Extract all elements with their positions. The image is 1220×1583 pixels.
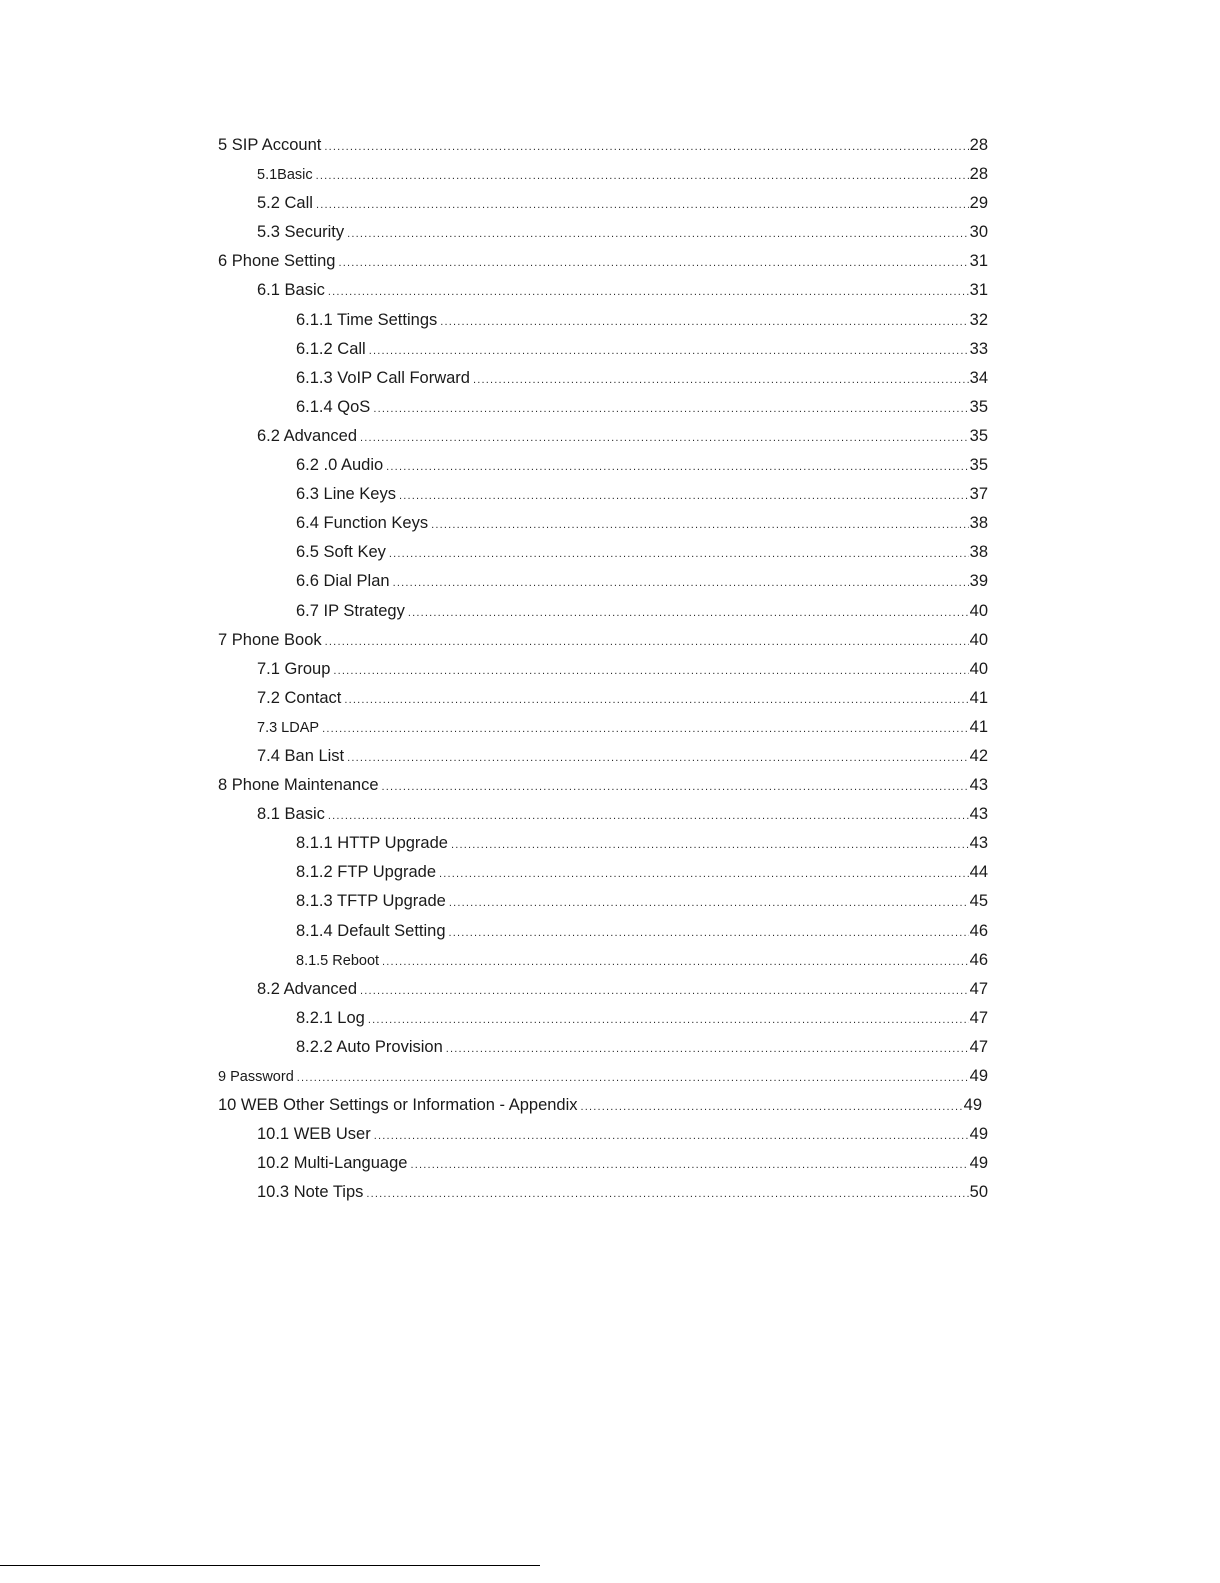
toc-entry-title: 10 WEB Other Settings or Information - Appendix bbox=[218, 1096, 578, 1115]
toc-entry-page-number: 35 bbox=[969, 397, 988, 416]
toc-entry-page-number: 49 bbox=[969, 1067, 988, 1085]
toc-entry[interactable] bbox=[218, 131, 988, 160]
toc-entry-title: 6.3 Line Keys bbox=[296, 485, 396, 504]
toc-entry-title: 5.3 Security bbox=[257, 223, 345, 242]
toc-entry-title: 8.2.2 Auto Provision bbox=[296, 1037, 443, 1056]
toc-entry-page-number: 43 bbox=[969, 834, 988, 853]
toc-entry[interactable] bbox=[218, 509, 988, 538]
toc-entry-title: 7 Phone Book bbox=[218, 630, 322, 649]
toc-entry-title: 8 Phone Maintenance bbox=[218, 776, 379, 795]
dot-leader bbox=[439, 860, 969, 889]
toc-entry-title: 6.7 IP Strategy bbox=[296, 601, 405, 620]
toc-entry[interactable] bbox=[218, 713, 988, 742]
toc-entry[interactable] bbox=[218, 917, 988, 946]
toc-entry-title: 6.1 Basic bbox=[257, 281, 325, 300]
toc-entry-title: 8.1 Basic bbox=[257, 805, 325, 824]
toc-entry[interactable] bbox=[218, 655, 988, 684]
dot-leader bbox=[399, 482, 969, 511]
toc-entry-page-number: 42 bbox=[969, 746, 988, 765]
toc-entry-page-number: 40 bbox=[969, 630, 988, 649]
toc-entry-page-number: 35 bbox=[969, 426, 988, 445]
toc-entry[interactable] bbox=[218, 1062, 988, 1091]
toc-entry-title: 6.6 Dial Plan bbox=[296, 572, 390, 591]
toc-entry-title: 5 SIP Account bbox=[218, 136, 322, 154]
toc-entry-page-number: 39 bbox=[969, 572, 988, 591]
toc-entry-page-number: 43 bbox=[969, 805, 988, 824]
toc-entry-title: 8.2 Advanced bbox=[257, 979, 357, 998]
toc-entry[interactable] bbox=[218, 800, 988, 829]
dot-leader bbox=[316, 162, 969, 191]
dot-leader bbox=[316, 191, 969, 220]
toc-entry-title: 10.2 Multi-Language bbox=[257, 1154, 408, 1173]
dot-leader bbox=[369, 337, 969, 366]
toc-entry[interactable] bbox=[218, 276, 988, 305]
toc-entry[interactable] bbox=[218, 1091, 988, 1120]
toc-entry[interactable] bbox=[218, 975, 988, 1004]
toc-entry[interactable] bbox=[218, 858, 988, 887]
dot-leader bbox=[440, 308, 968, 337]
toc-entry[interactable] bbox=[218, 1178, 988, 1207]
toc-entry[interactable] bbox=[218, 335, 988, 364]
dot-leader bbox=[446, 1035, 969, 1064]
toc-entry-page-number: 32 bbox=[969, 310, 988, 329]
toc-entry-page-number: 30 bbox=[969, 223, 988, 242]
toc-entry-title: 6.2 .0 Audio bbox=[296, 456, 384, 475]
toc-entry[interactable] bbox=[218, 597, 988, 626]
toc-entry-page-number: 40 bbox=[969, 601, 988, 620]
toc-entry[interactable] bbox=[218, 771, 988, 800]
toc-entry[interactable] bbox=[218, 364, 988, 393]
toc-entry[interactable] bbox=[218, 538, 988, 567]
dot-leader bbox=[374, 1122, 969, 1151]
dot-leader bbox=[431, 511, 969, 540]
toc-entry-title: 5.1Basic bbox=[257, 167, 313, 184]
toc-entry-page-number: 28 bbox=[969, 165, 988, 184]
dot-leader bbox=[360, 424, 969, 453]
toc-entry[interactable] bbox=[218, 742, 988, 771]
dot-leader bbox=[382, 773, 969, 802]
dot-leader bbox=[366, 1180, 968, 1209]
dot-leader bbox=[451, 831, 969, 860]
toc-entry[interactable] bbox=[218, 451, 988, 480]
toc-entry-page-number: 38 bbox=[969, 514, 988, 533]
toc-entry[interactable] bbox=[218, 160, 988, 189]
toc-entry[interactable] bbox=[218, 567, 988, 596]
toc-entry-page-number: 37 bbox=[969, 485, 988, 504]
toc-entry[interactable] bbox=[218, 946, 988, 975]
dot-leader bbox=[581, 1093, 963, 1122]
dot-leader bbox=[338, 249, 968, 278]
dot-leader bbox=[382, 948, 969, 977]
footer-rule bbox=[0, 1565, 540, 1566]
toc-entry-page-number: 43 bbox=[969, 776, 988, 795]
toc-entry-page-number: 44 bbox=[969, 863, 988, 882]
toc-entry[interactable] bbox=[218, 887, 988, 916]
dot-leader bbox=[322, 715, 969, 744]
toc-entry-title: 6.2 Advanced bbox=[257, 426, 357, 445]
dot-leader bbox=[408, 599, 969, 628]
toc-entry-page-number: 31 bbox=[969, 281, 988, 300]
toc-entry[interactable] bbox=[218, 480, 988, 509]
toc-entry[interactable] bbox=[218, 393, 988, 422]
toc-entry-page-number: 49 bbox=[969, 1154, 988, 1173]
toc-entry-title: 8.1.3 TFTP Upgrade bbox=[296, 892, 446, 911]
toc-entry-page-number: 28 bbox=[969, 136, 988, 154]
toc-entry[interactable] bbox=[218, 829, 988, 858]
dot-leader bbox=[347, 744, 969, 773]
toc-entry-page-number: 47 bbox=[969, 1037, 988, 1056]
toc-entry-page-number: 40 bbox=[969, 659, 988, 678]
toc-entry-page-number: 49 bbox=[963, 1096, 982, 1115]
toc-entry-page-number: 46 bbox=[969, 921, 988, 940]
toc-entry-title: 7.1 Group bbox=[257, 659, 331, 678]
toc-entry-title: 6.1.3 VoIP Call Forward bbox=[296, 368, 470, 387]
toc-entry-title: 7.3 LDAP bbox=[257, 719, 320, 736]
toc-entry-title: 8.1.4 Default Setting bbox=[296, 921, 446, 940]
dot-leader bbox=[324, 133, 968, 162]
toc-entry[interactable] bbox=[218, 218, 988, 247]
toc-entry[interactable] bbox=[218, 189, 988, 218]
toc-entry-title: 5.2 Call bbox=[257, 194, 313, 213]
toc-entry-title: 10.1 WEB User bbox=[257, 1125, 371, 1144]
toc-entry[interactable] bbox=[218, 1120, 988, 1149]
toc-entry-title: 9 Password bbox=[218, 1069, 294, 1085]
dot-leader bbox=[333, 657, 968, 686]
toc-entry-page-number: 50 bbox=[969, 1183, 988, 1202]
toc-entry-title: 8.1.2 FTP Upgrade bbox=[296, 863, 437, 882]
toc-entry-title: 6.4 Function Keys bbox=[296, 514, 429, 533]
toc-entry-page-number: 31 bbox=[969, 252, 988, 271]
toc-entry-title: 6 Phone Setting bbox=[218, 252, 336, 271]
toc-entry-page-number: 47 bbox=[969, 979, 988, 998]
toc-entry-title: 6.5 Soft Key bbox=[296, 543, 386, 562]
dot-leader bbox=[449, 919, 969, 948]
toc-entry-page-number: 47 bbox=[969, 1008, 988, 1027]
dot-leader bbox=[328, 802, 969, 831]
toc-entry[interactable] bbox=[218, 684, 988, 713]
toc-entry-title: 6.1.1 Time Settings bbox=[296, 310, 438, 329]
toc-entry-page-number: 41 bbox=[969, 688, 988, 707]
dot-leader bbox=[373, 395, 968, 424]
toc-entry-title: 6.1.4 QoS bbox=[296, 397, 371, 416]
toc-entry-page-number: 38 bbox=[969, 543, 988, 562]
dot-leader bbox=[449, 889, 969, 918]
table-of-contents bbox=[218, 131, 988, 1207]
toc-entry[interactable] bbox=[218, 1033, 988, 1062]
toc-entry[interactable] bbox=[218, 1149, 988, 1178]
dot-leader bbox=[325, 628, 969, 657]
toc-entry-page-number: 33 bbox=[969, 339, 988, 358]
toc-entry-page-number: 49 bbox=[969, 1125, 988, 1144]
toc-entry-page-number: 46 bbox=[969, 950, 988, 969]
toc-entry-title: 6.1.2 Call bbox=[296, 339, 366, 358]
toc-entry[interactable] bbox=[218, 422, 988, 451]
toc-entry[interactable] bbox=[218, 626, 988, 655]
toc-entry[interactable] bbox=[218, 247, 988, 276]
toc-entry-page-number: 29 bbox=[969, 194, 988, 213]
dot-leader bbox=[328, 278, 969, 307]
toc-entry-title: 7.2 Contact bbox=[257, 688, 342, 707]
toc-entry-page-number: 34 bbox=[969, 368, 988, 387]
dot-leader bbox=[410, 1151, 968, 1180]
dot-leader bbox=[360, 977, 969, 1006]
dot-leader bbox=[386, 453, 968, 482]
toc-entry-title: 10.3 Note Tips bbox=[257, 1183, 364, 1202]
dot-leader bbox=[297, 1064, 969, 1093]
toc-entry-title: 8.1.1 HTTP Upgrade bbox=[296, 834, 448, 853]
dot-leader bbox=[368, 1006, 969, 1035]
toc-entry-page-number: 35 bbox=[969, 456, 988, 475]
toc-entry-page-number: 45 bbox=[969, 892, 988, 911]
toc-entry-title: 8.2.1 Log bbox=[296, 1008, 365, 1027]
dot-leader bbox=[347, 220, 969, 249]
dot-leader bbox=[393, 569, 969, 598]
dot-leader bbox=[473, 366, 969, 395]
dot-leader bbox=[344, 686, 968, 715]
toc-entry-title: 7.4 Ban List bbox=[257, 746, 345, 765]
toc-entry[interactable] bbox=[218, 1004, 988, 1033]
toc-entry-title: 8.1.5 Reboot bbox=[296, 952, 380, 969]
toc-entry[interactable] bbox=[218, 306, 988, 335]
dot-leader bbox=[389, 540, 969, 569]
toc-entry-page-number: 41 bbox=[969, 717, 988, 736]
